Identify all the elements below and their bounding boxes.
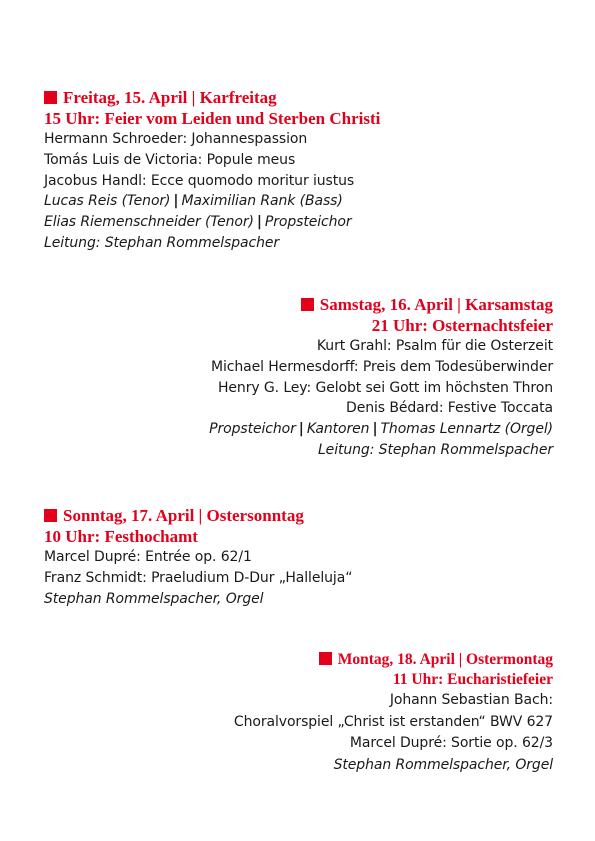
work-line: Franz Schmidt: Praeludium D-Dur „Halleluja“ <box>44 569 353 586</box>
performer: Propsteichor <box>264 214 352 231</box>
work-line: Henry G. Ley: Gelobt sei Gott im höchsten Thron <box>217 379 553 396</box>
work-line: Choralvorspiel „Christ ist erstanden“ BWV 627 <box>233 713 553 730</box>
separator: | <box>173 193 179 210</box>
performer: Thomas Lennartz (Orgel) <box>380 421 553 438</box>
work-line: Marcel Dupré: Sortie op. 62/3 <box>349 735 553 751</box>
work-line: Michael Hermesdorff: Preis dem Todesüberwinder <box>210 358 553 375</box>
work-line: Marcel Dupré: Entrée op. 62/1 <box>44 549 252 565</box>
performer: Maximilian Rank (Bass) <box>181 193 343 210</box>
work-line: Hermann Schroeder: Johannespassion <box>44 131 308 147</box>
red-square-icon <box>44 509 57 522</box>
event-heading <box>93 650 553 670</box>
performer: Propsteichor <box>209 421 296 438</box>
performer-line: Stephan Rommelspacher, Orgel <box>333 756 553 773</box>
director-line: Leitung: Stephan Rommelspacher <box>44 234 280 251</box>
performer: Kantoren <box>306 421 370 438</box>
performer: Elias Riemenschneider (Tenor) <box>44 214 254 231</box>
service-title: 11 Uhr: Eucharistiefeier <box>392 671 553 688</box>
service-title: 10 Uhr: Festhochamt <box>44 527 198 546</box>
event-karfreitag <box>44 87 484 254</box>
event-heading <box>44 505 484 526</box>
performer: Lucas Reis (Tenor) <box>44 193 171 210</box>
event-heading-text: Freitag, 15. April | Karfreitag <box>63 88 277 107</box>
event-ostermontag <box>93 650 553 776</box>
event-ostersonntag <box>44 505 484 609</box>
work-line: Johann Sebastian Bach: <box>389 692 553 708</box>
performer-line <box>93 419 553 440</box>
event-karsamstag <box>93 294 553 461</box>
red-square-icon <box>44 91 57 104</box>
event-heading <box>44 87 484 108</box>
performer-line: Stephan Rommelspacher, Orgel <box>44 590 264 607</box>
separator: | <box>256 214 262 231</box>
event-heading-text: Sonntag, 17. April | Ostersonntag <box>63 506 304 525</box>
performer-line <box>44 212 484 233</box>
event-heading <box>93 294 553 315</box>
service-title: 21 Uhr: Osternachtsfeier <box>371 316 553 335</box>
separator: | <box>372 421 378 438</box>
work-line: Jacobus Handl: Ecce quomodo moritur iustus <box>44 172 355 189</box>
work-line: Kurt Grahl: Psalm für die Osterzeit <box>316 338 553 354</box>
work-line: Tomás Luis de Victoria: Popule meus <box>44 151 296 168</box>
event-heading-text: Montag, 18. April | Ostermontag <box>337 651 553 668</box>
red-square-icon <box>301 298 314 311</box>
performer-line <box>44 191 484 212</box>
event-heading-text: Samstag, 16. April | Karsamstag <box>319 295 553 314</box>
red-square-icon <box>319 652 332 665</box>
service-title: 15 Uhr: Feier vom Leiden und Sterben Christi <box>44 109 381 128</box>
director-line: Leitung: Stephan Rommelspacher <box>317 441 553 458</box>
separator: | <box>298 421 304 438</box>
work-line: Denis Bédard: Festive Toccata <box>346 400 553 417</box>
